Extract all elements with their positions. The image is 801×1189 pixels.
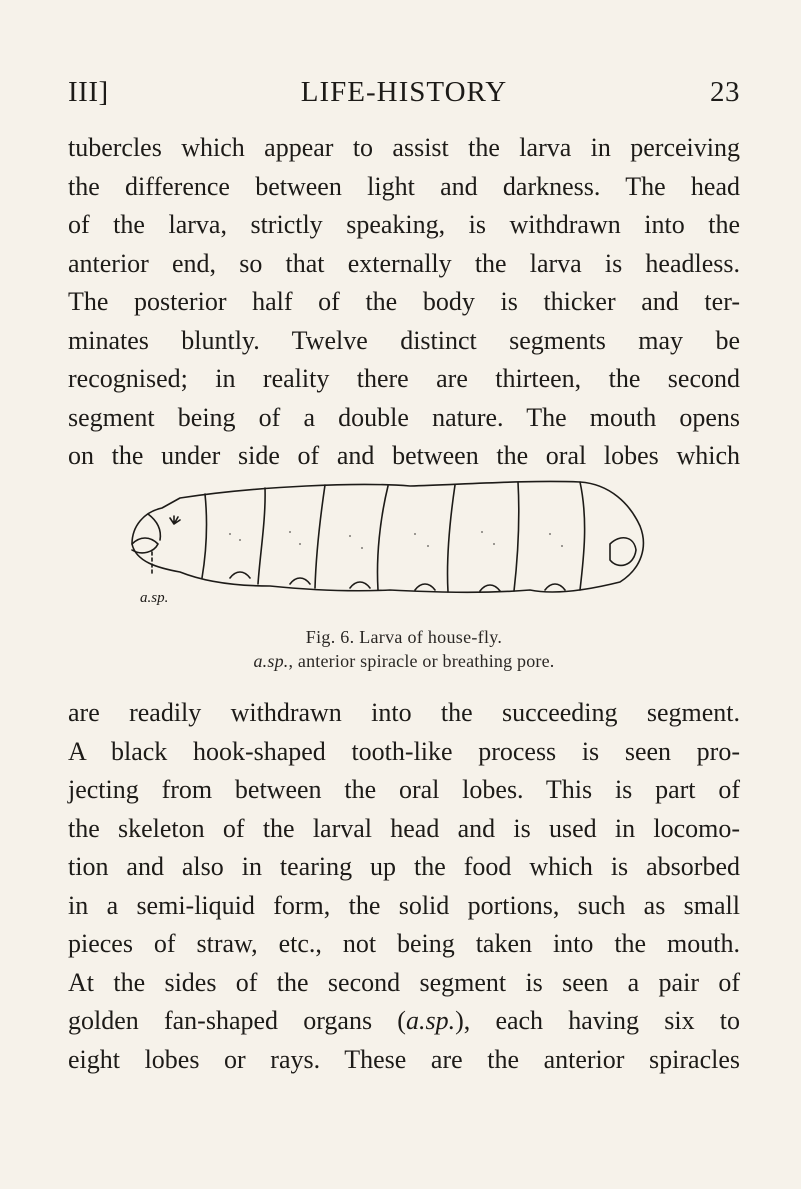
text-line: are readily withdrawn into the succeeding segment. <box>68 698 740 727</box>
oral-lobe <box>132 538 158 553</box>
text-line: The posterior half of the body is thicker and ter- <box>68 287 740 316</box>
text-line: eight lobes or rays. These are the anterior spiracles <box>68 1044 740 1074</box>
text-line: At the sides of the second segment is seen a pair of <box>68 967 740 997</box>
segment-line <box>514 482 519 591</box>
text-fragment: ), each having six to <box>455 1006 741 1035</box>
running-head <box>68 76 740 112</box>
segment-line <box>202 494 206 578</box>
caption-abbreviation: a.sp. <box>253 651 289 671</box>
text-line: segment being of a double nature. The mouth opens <box>68 402 740 432</box>
text-line: minates bluntly. Twelve distinct segments may be <box>68 325 740 355</box>
larva-illustration <box>110 474 650 608</box>
posterior-spiracle <box>610 538 636 566</box>
figure-caption-description <box>68 651 740 672</box>
inline-abbreviation: a.sp. <box>405 1006 456 1035</box>
text-line: the difference between light and darkness. The head <box>68 171 740 201</box>
text-line: anterior end, so that externally the larva is headless. <box>68 248 740 278</box>
text-line: the skeleton of the larval head and is used in locomo- <box>68 813 740 843</box>
text-line: in a semi-liquid form, the solid portions, such as small <box>68 890 740 920</box>
text-line-spiracle <box>68 1002 740 1041</box>
text-line: on the under side of and between the oral lobes which <box>68 441 740 470</box>
running-title: LIFE-HISTORY <box>300 76 508 108</box>
text-line: tubercles which appear to assist the larva in perceiving <box>68 133 740 162</box>
segment-line <box>377 486 388 590</box>
anterior-spiracle <box>170 516 180 524</box>
figure-caption-title: Fig. 6. Larva of house-fly. <box>305 627 503 647</box>
paragraph-top <box>68 129 740 476</box>
text-line: jecting from between the oral lobes. This is part of <box>68 775 740 804</box>
text-line: of the larva, strictly speaking, is withdrawn into the <box>68 210 740 239</box>
larva-body-outline <box>132 481 643 592</box>
segment-line <box>258 488 265 584</box>
segment-line <box>315 485 325 588</box>
caption-text: , anterior spiracle or breathing pore. <box>288 651 555 671</box>
page-number: 23 <box>710 76 740 108</box>
text-line: recognised; in reality there are thirteen, the second <box>68 364 740 393</box>
paragraph-bottom <box>68 694 740 1079</box>
text-line: tion and also in tearing up the food which is absorbed <box>68 852 740 881</box>
chapter-number: III] <box>68 76 109 108</box>
text-line: pieces of straw, etc., not being taken into the mouth. <box>68 929 740 958</box>
oral-lobe <box>148 514 160 540</box>
text-line: A black hook-shaped tooth-like process is seen pro- <box>68 736 740 766</box>
segment-line <box>580 482 585 590</box>
figure-label-aspiracle: a.sp. <box>140 590 169 606</box>
text-fragment: golden fan-shaped organs ( <box>68 1006 406 1035</box>
segment-line <box>447 485 455 592</box>
